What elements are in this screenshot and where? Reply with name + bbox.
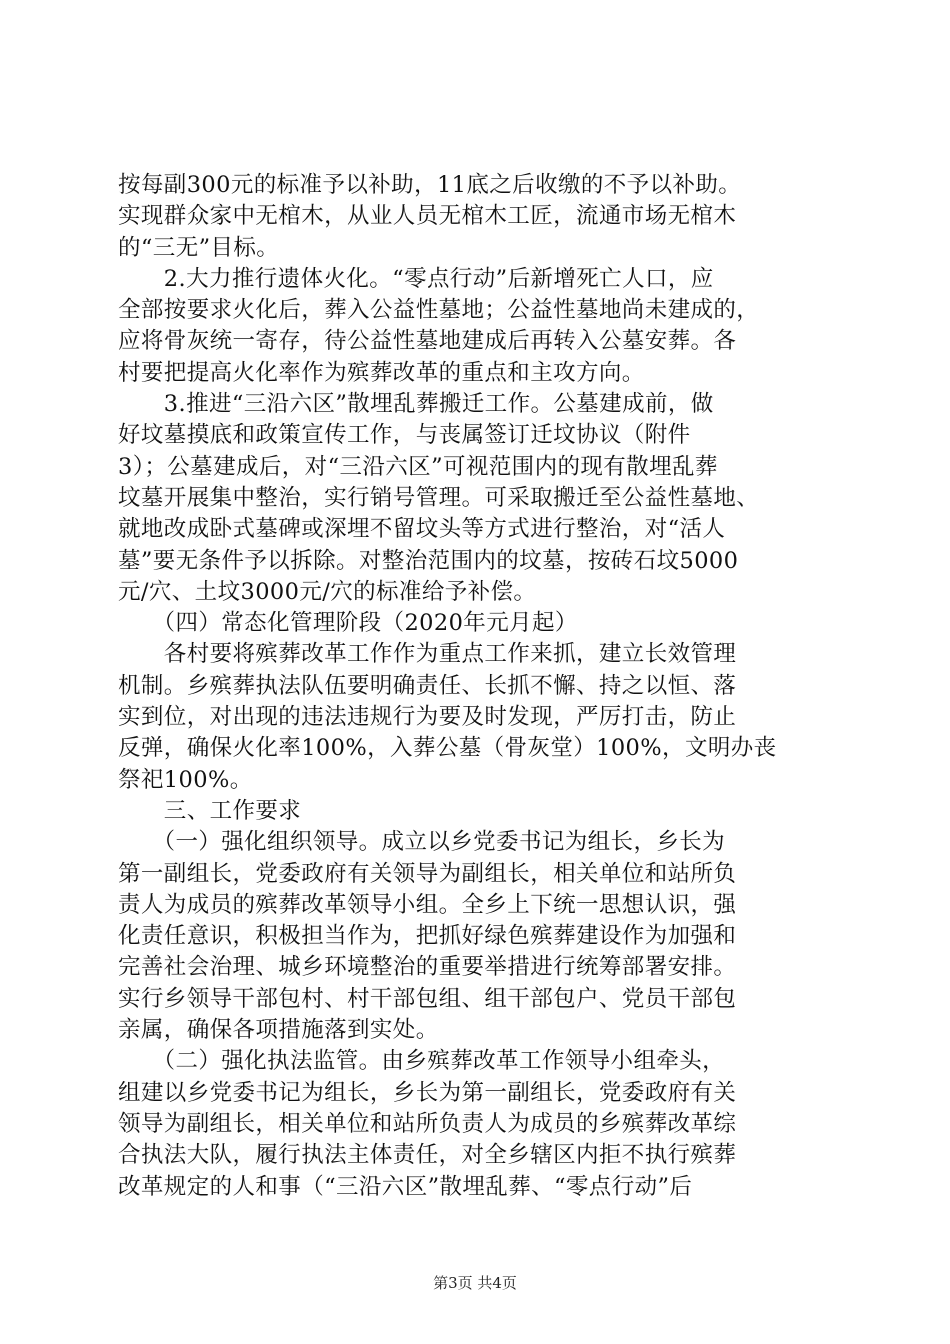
text-line: （二）强化执法监管。由乡殡葬改革工作领导小组牵头， bbox=[118, 1048, 726, 1075]
page-number: 第3页 共4页 bbox=[433, 1274, 517, 1292]
text-line: 全部按要求火化后，葬入公益性墓地；公益性墓地尚未建成的， bbox=[118, 297, 760, 324]
text-line: 就地改成卧式墓碑或深埋不留坟头等方式进行整治，对“活人 bbox=[118, 516, 726, 543]
text-line: 第一副组长，党委政府有关领导为副组长，相关单位和站所负 bbox=[118, 860, 737, 887]
body-text bbox=[118, 170, 838, 1203]
text-line: 元/穴、土坟3000元/穴的标准给予补偿。 bbox=[118, 578, 537, 605]
text-line: 3）；公墓建成后，对“三沿六区”可视范围内的现有散埋乱葬 bbox=[118, 453, 718, 480]
text-line: 3.推进“三沿六区”散埋乱葬搬迁工作。公墓建成前，做 bbox=[118, 391, 714, 418]
text-line: 按每副300元的标准予以补助，11底之后收缴的不予以补助。 bbox=[118, 172, 742, 198]
text-line: 实现群众家中无棺木，从业人员无棺木工匠，流通市场无棺木 bbox=[118, 203, 737, 230]
text-line: 责人为成员的殡葬改革领导小组。全乡上下统一思想认识，强 bbox=[118, 891, 737, 918]
text-line: 化责任意识，积极担当作为，把抓好绿色殡葬建设作为加强和 bbox=[118, 923, 737, 950]
text-line: 的“三无”目标。 bbox=[118, 234, 280, 261]
text-line: 合执法大队，履行执法主体责任，对全乡辖区内拒不执行殡葬 bbox=[118, 1142, 737, 1169]
text-line: 实行乡领导干部包村、村干部包组、组干部包户、党员干部包 bbox=[118, 985, 737, 1012]
text-line: 实到位，对出现的违法违规行为要及时发现，严厉打击，防止 bbox=[118, 704, 737, 731]
text-line: 改革规定的人和事（“三沿六区”散埋乱葬、“零点行动”后 bbox=[118, 1173, 693, 1200]
text-line: 2.大力推行遗体火化。“零点行动”后新增死亡人口，应 bbox=[118, 265, 714, 292]
text-line: 村要把提高火化率作为殡葬改革的重点和主攻方向。 bbox=[118, 359, 645, 386]
section-heading: （四）常态化管理阶段（2020年元月起） bbox=[118, 610, 578, 637]
section-heading: 三、工作要求 bbox=[118, 797, 302, 824]
text-line: 墓”要无条件予以拆除。对整治范围内的坟墓，按砖石坟5000 bbox=[118, 547, 739, 574]
text-line: 坟墓开展集中整治，实行销号管理。可采取搬迁至公益性墓地、 bbox=[118, 484, 760, 511]
text-line: （一）强化组织领导。成立以乡党委书记为组长，乡长为 bbox=[118, 829, 726, 856]
text-line: 领导为副组长，相关单位和站所负责人为成员的乡殡葬改革综 bbox=[118, 1110, 737, 1137]
page-footer bbox=[0, 1273, 950, 1293]
text-line: 好坟墓摸底和政策宣传工作，与丧属签订迁坟协议（附件 bbox=[118, 422, 691, 449]
text-line: 各村要将殡葬改革工作作为重点工作来抓，建立长效管理 bbox=[118, 641, 737, 668]
text-line: 祭祀100%。 bbox=[118, 766, 253, 793]
text-line: 完善社会治理、城乡环境整治的重要举措进行统筹部署安排。 bbox=[118, 954, 737, 981]
text-line: 机制。乡殡葬执法队伍要明确责任、长抓不懈、持之以恒、落 bbox=[118, 672, 737, 699]
text-line: 组建以乡党委书记为组长，乡长为第一副组长，党委政府有关 bbox=[118, 1079, 737, 1106]
text-line: 应将骨灰统一寄存，待公益性墓地建成后再转入公墓安葬。各 bbox=[118, 328, 737, 355]
text-line: 亲属，确保各项措施落到实处。 bbox=[118, 1017, 439, 1044]
text-line: 反弹，确保火化率100%，入葬公墓（骨灰堂）100%，文明办丧 bbox=[118, 735, 777, 762]
